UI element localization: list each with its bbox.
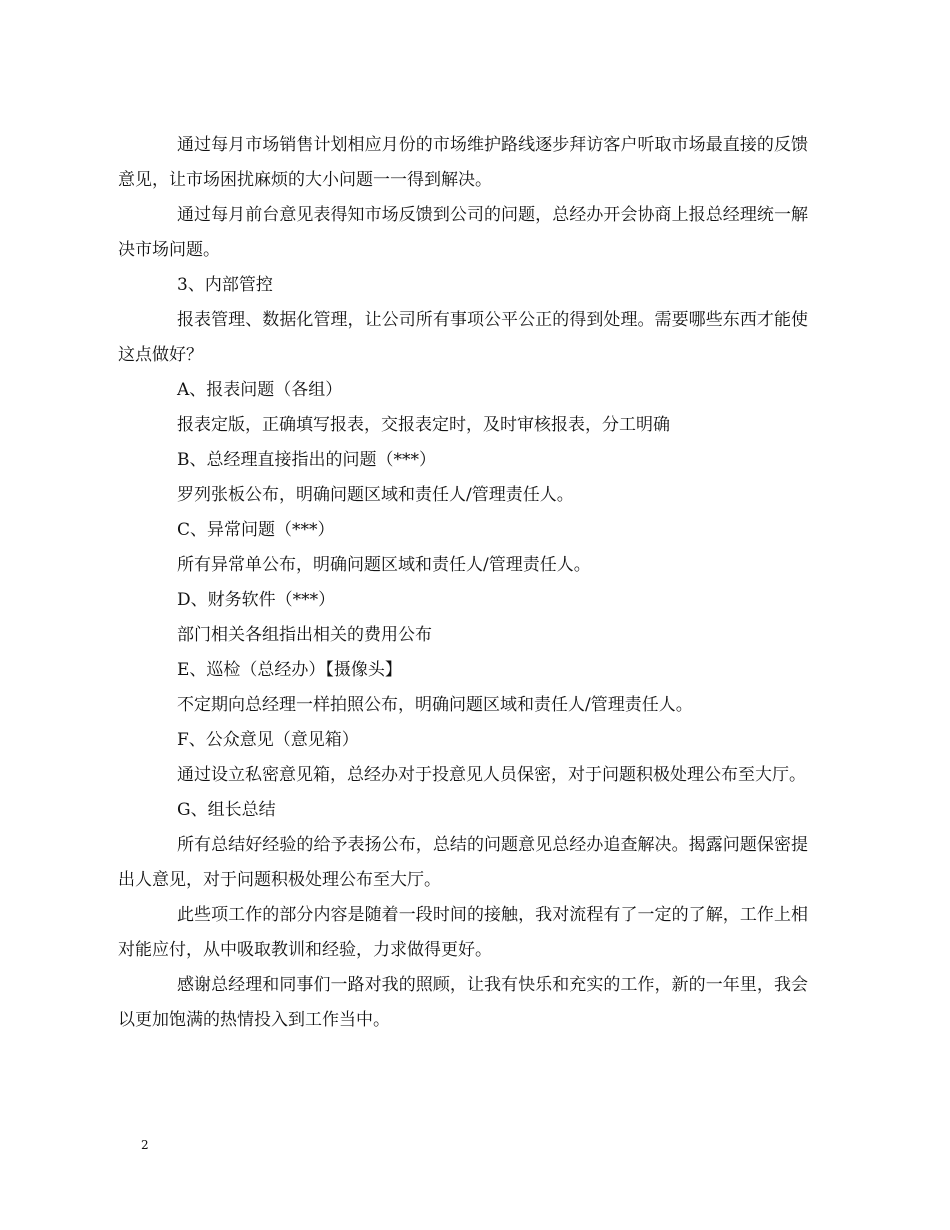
- item-heading-a: A、报表问题（各组）: [177, 380, 343, 400]
- item-heading-b: B、总经理直接指出的问题（***）: [177, 450, 436, 470]
- document-body: [118, 128, 808, 1038]
- page-number: 2: [141, 1138, 149, 1152]
- item-text-f: 通过设立私密意见箱，总经办对于投意见人员保密，对于问题积极处理公布至大厅。: [177, 765, 806, 785]
- item-text-d: 部门相关各组指出相关的费用公布: [177, 625, 432, 645]
- item-heading-g: G、组长总结: [177, 800, 276, 820]
- item-heading-f: F、公众意见（意见箱）: [177, 730, 359, 750]
- item-text-e: 不定期向总经理一样拍照公布，明确问题区域和责任人/管理责任人。: [177, 695, 693, 715]
- section-heading-internal-control: 3、内部管控: [177, 275, 273, 295]
- item-heading-d: D、财务软件（***）: [177, 590, 336, 610]
- item-text-c: 所有异常单公布，明确问题区域和责任人/管理责任人。: [177, 555, 591, 575]
- paragraph-thanks: 感谢总经理和同事们一路对我的照顾，让我有快乐和充实的工作，新的一年里，我会以更加饱满的热情投入到工作当中。: [118, 975, 808, 1030]
- item-heading-e: E、巡检（总经办）【摄像头】: [177, 660, 402, 680]
- paragraph-market-visit: 通过每月市场销售计划相应月份的市场维护路线逐步拜访客户听取市场最直接的反馈意见，让市场困扰麻烦的大小问题一一得到解决。: [118, 135, 808, 190]
- paragraph-front-desk-feedback: 通过每月前台意见表得知市场反馈到公司的问题，总经办开会协商上报总经理统一解决市场问题。: [118, 205, 808, 260]
- item-heading-c: C、异常问题（***）: [177, 520, 335, 540]
- item-text-a: 报表定版，正确填写报表，交报表定时，及时审核报表，分工明确: [177, 415, 670, 435]
- item-text-g: 所有总结好经验的给予表扬公布，总结的问题意见总经办追查解决。揭露问题保密提出人意见，对于问题积极处理公布至大厅。: [118, 835, 808, 890]
- paragraph-report-management: 报表管理、数据化管理，让公司所有事项公平公正的得到处理。需要哪些东西才能使这点做好？: [118, 310, 808, 365]
- item-text-b: 罗列张板公布，明确问题区域和责任人/管理责任人。: [177, 485, 574, 505]
- paragraph-work-summary: 此些项工作的部分内容是随着一段时间的接触，我对流程有了一定的了解，工作上相对能应付，从中吸取教训和经验，力求做得更好。: [118, 905, 808, 960]
